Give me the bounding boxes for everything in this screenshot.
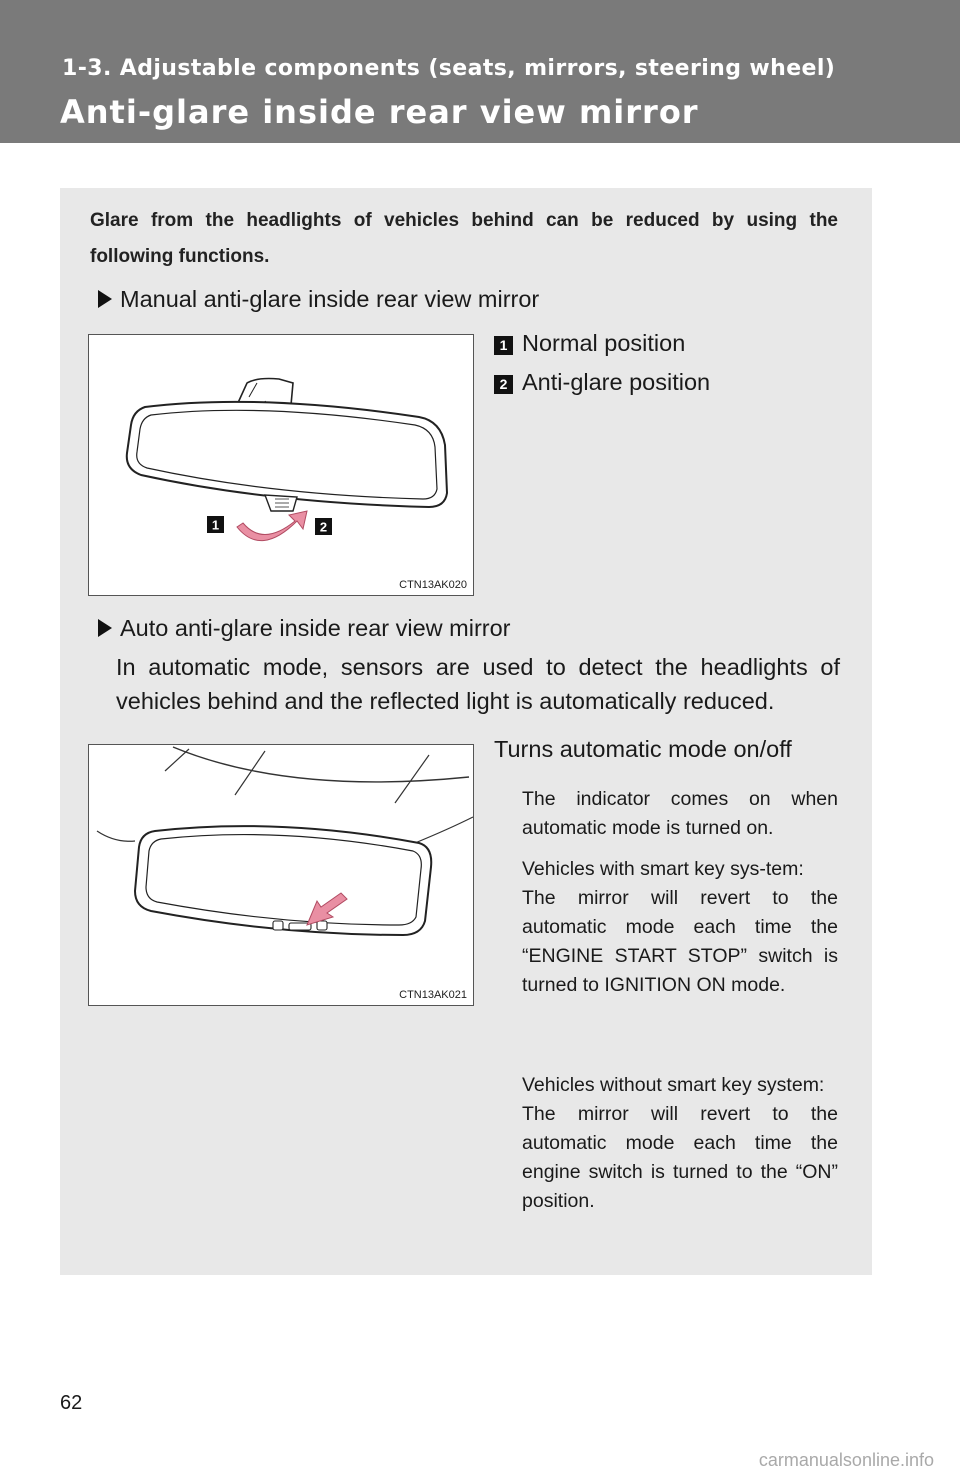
auto-mirror-illustration [89, 745, 473, 1005]
auto-heading-text: Auto anti-glare inside rear view mirror [120, 615, 511, 641]
legend-item-normal [494, 330, 685, 357]
curved-arrow-icon [237, 511, 307, 541]
auto-action-heading: Turns automatic mode on/off [494, 736, 792, 762]
bullet-triangle-icon [98, 290, 112, 308]
figure-badge-2: 2 [319, 519, 328, 535]
manual-mirror-illustration [89, 335, 473, 595]
intro-text: Glare from the headlights of vehicles behind can be reduced by using the following functions. [90, 210, 838, 267]
manual-mirror-figure [88, 334, 474, 596]
section-title: 1-3. Adjustable components (seats, mirrors, steering wheel) [62, 56, 836, 81]
manual-heading [98, 286, 539, 313]
watermark: carmanualsonline.info [758, 1450, 934, 1470]
page-header [0, 0, 960, 143]
manual-heading-text: Manual anti-glare inside rear view mirror [120, 286, 540, 312]
figure-code: CTN13AK020 [399, 579, 467, 591]
legend-item-anti-glare [494, 369, 710, 396]
note-indicator: The indicator comes on when automatic mode is turned on. [522, 788, 838, 839]
bullet-triangle-icon [98, 619, 112, 637]
auto-heading [98, 615, 511, 642]
page-title: Anti-glare inside rear view mirror [60, 93, 699, 131]
figure-code: CTN13AK021 [399, 989, 467, 1001]
figure-badge-1: 1 [211, 517, 220, 533]
auto-mirror-figure [88, 744, 474, 1006]
legend-label: Anti-glare position [522, 369, 711, 395]
legend-label: Normal position [522, 330, 686, 356]
note-smart-key: Vehicles with smart key sys-tem: The mirror will revert to the automatic mode each time the “ENGINE START STOP” switch is turned to IGNITION ON mode. [522, 858, 838, 996]
number-badge-icon: 2 [494, 375, 513, 394]
auto-description: In automatic mode, sensors are used to detect the headlights of vehicles behind and the reflected light is automatically reduced. [116, 654, 840, 714]
number-badge-icon: 1 [494, 336, 513, 355]
note-no-smart-key: Vehicles without smart key system: The mirror will revert to the automatic mode each time the engine switch is turned to the “ON” position. [522, 1074, 838, 1212]
page-number: 62 [60, 1392, 83, 1414]
